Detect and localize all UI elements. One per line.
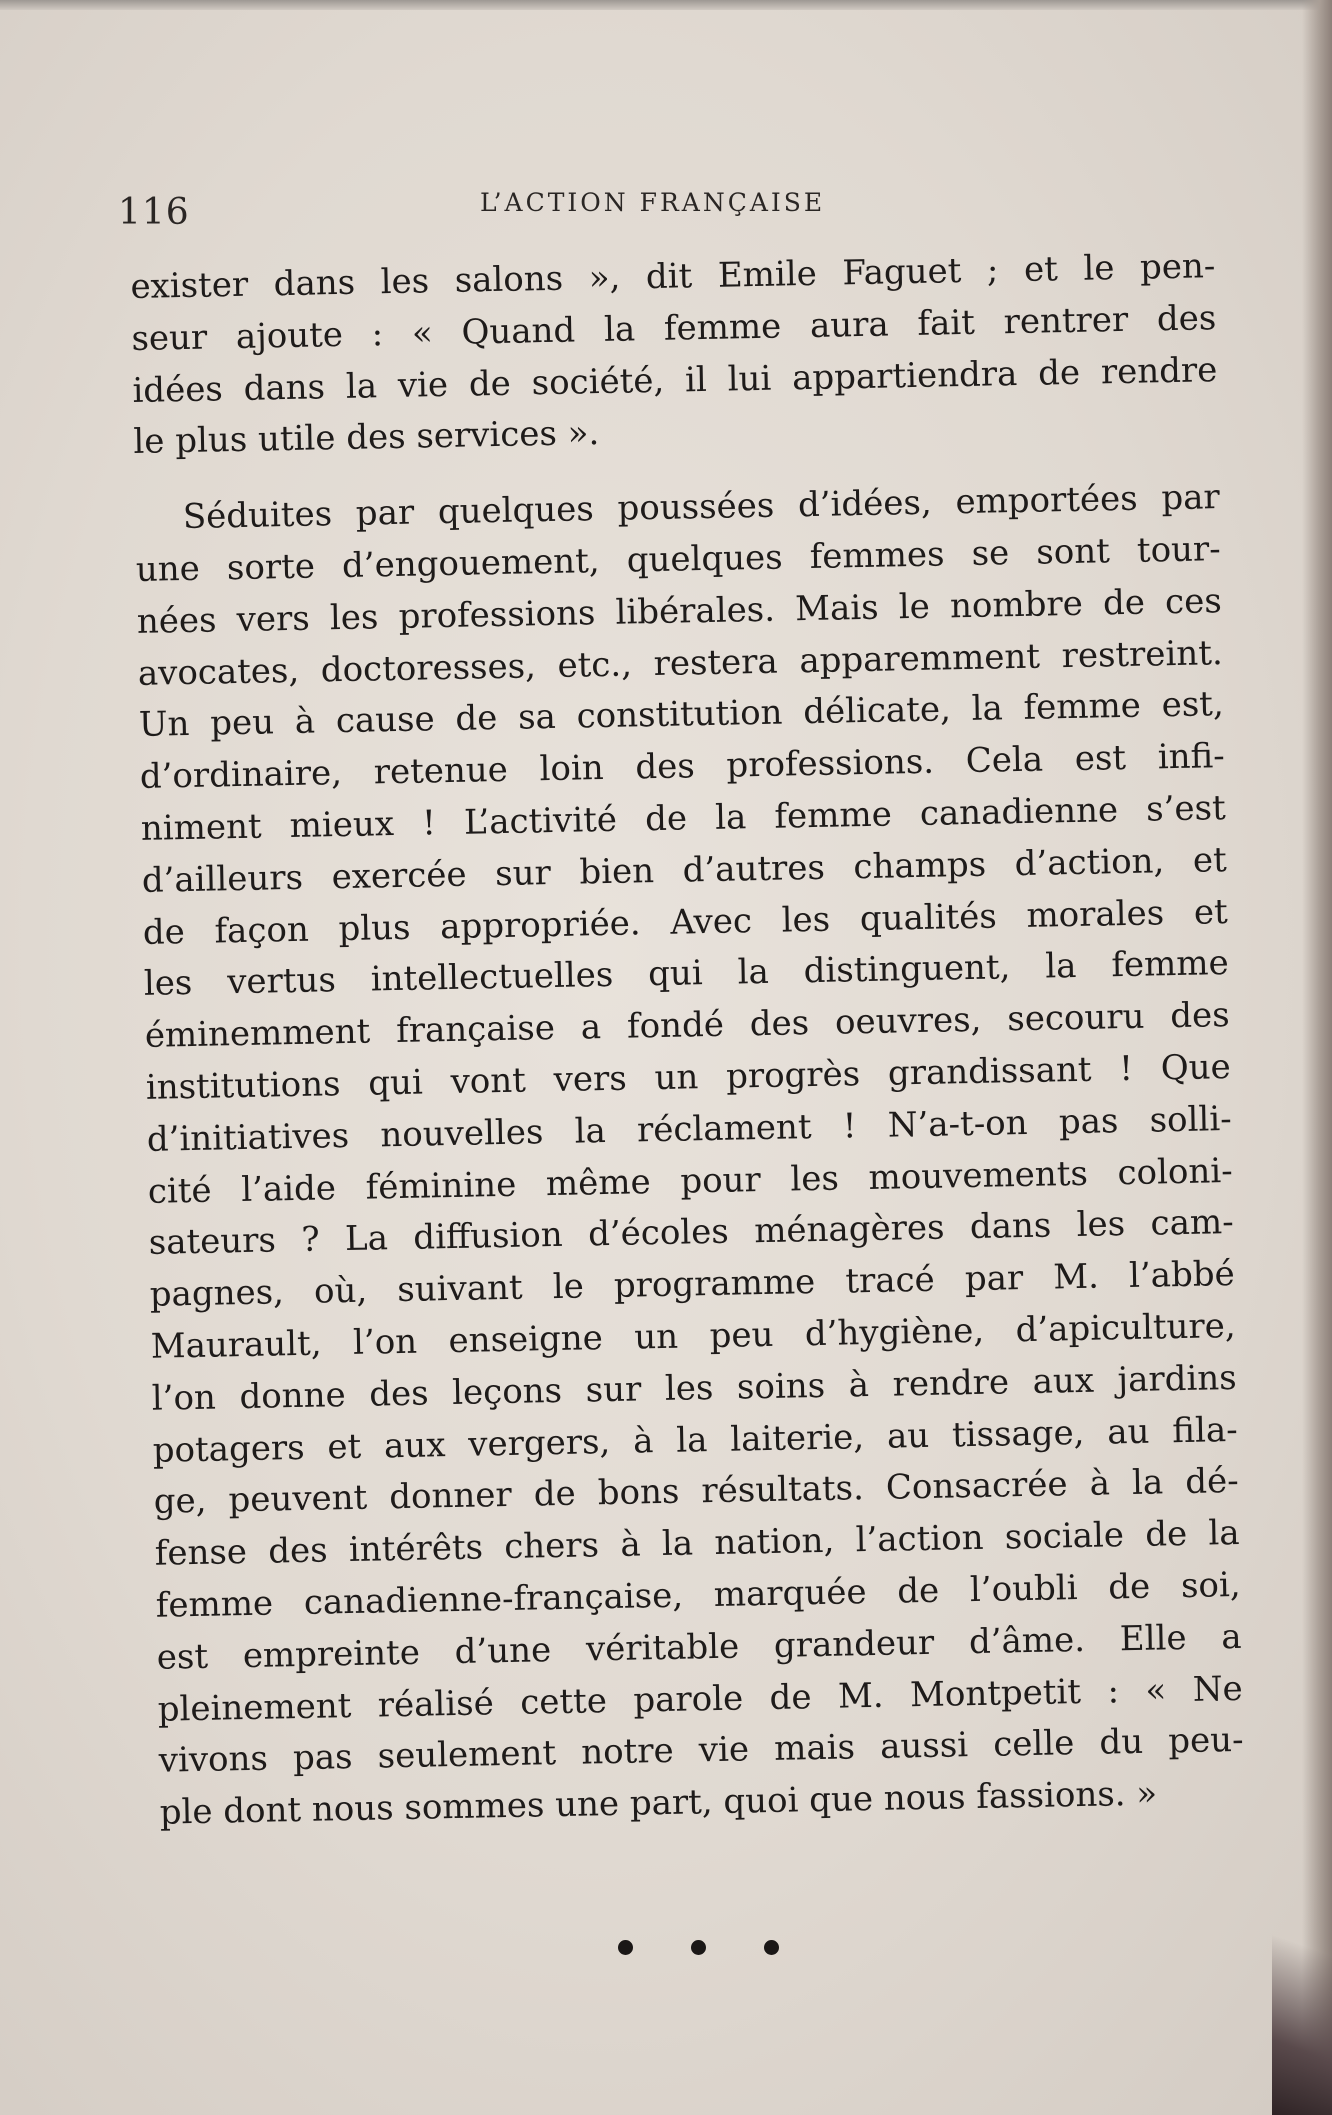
text-line: niment mieux ! L’activité de la femme canadienne s’est (140, 788, 1227, 849)
text-line: d’ailleurs exercée sur bien d’autres champs d’action, et (141, 839, 1228, 901)
text-line: d’ordinaire, retenue loin des professions. Cela est infi- (139, 736, 1226, 798)
page-corner-shadow (1272, 1835, 1332, 2115)
text-line: de façon plus appropriée. Avec les qualités morales et (142, 891, 1229, 953)
running-title: L’ACTION FRANÇAISE (480, 188, 826, 217)
text-line: seur ajoute : « Quand la femme aura fait rentrer des (131, 297, 1217, 359)
text-line: fense des intérêts chers à la nation, l’action sociale de la (154, 1513, 1240, 1574)
paragraph-1 (130, 241, 1219, 469)
text-line: les vertus intellectuelles qui la distinguent, la femme (143, 943, 1230, 1005)
text-line: d’initiatives nouvelles la réclament ! N’a-t-on pas solli- (146, 1098, 1233, 1160)
ornament-dot (691, 1940, 706, 1955)
page-number: 116 (118, 192, 190, 233)
text-line: nées vers les professions libérales. Mais le nombre de ces (136, 580, 1223, 642)
text-line: le plus utile des services ». (133, 413, 600, 463)
text-line: cité l’aide féminine même pour les mouvements coloni- (147, 1150, 1234, 1212)
text-line: l’on donne des leçons sur les soins à rendre aux jardins (151, 1357, 1238, 1419)
text-line: femme canadienne-française, marquée de l’oubli de soi, (155, 1564, 1241, 1626)
text-line: ge, peuvent donner de bons résultats. Consacrée à la dé- (153, 1461, 1239, 1523)
text-line: pagnes, où, suivant le programme tracé par M. l’abbé (149, 1254, 1236, 1315)
text-line: Séduites par quelques poussées d’idées, emportées par (182, 477, 1221, 538)
text-line: pleinement réalisé cette parole de M. Montpetit : « Ne (157, 1668, 1243, 1730)
text-line: institutions qui vont vers un progrès grandissant ! Que (145, 1046, 1232, 1108)
text-line: une sorte d’engouement, quelques femmes se sont tour- (135, 529, 1222, 590)
text-line: Maurault, l’on enseigne un peu d’hygiène, d’apiculture, (150, 1305, 1237, 1367)
text-line: sateurs ? La diffusion d’écoles ménagères dans les cam- (148, 1202, 1235, 1264)
page-right-edge (1302, 0, 1332, 2115)
text-line: vivons pas seulement notre vie mais aussi celle du peu- (158, 1720, 1244, 1782)
section-ornament (618, 1940, 779, 1955)
ornament-dot (618, 1940, 633, 1955)
page-top-edge (0, 0, 1332, 10)
text-line: est empreinte d’une véritable grandeur d’âme. Elle a (156, 1616, 1242, 1678)
text-line: éminemment française a fondé des oeuvres, secouru des (144, 995, 1231, 1057)
text-line: potagers et aux vergers, à la laiterie, au tissage, au fila- (152, 1409, 1239, 1471)
ornament-dot (764, 1940, 779, 1955)
body-text (130, 241, 1245, 1839)
text-line: avocates, doctoresses, etc., restera apparemment restreint. (137, 632, 1224, 694)
paragraph-2 (134, 472, 1245, 1839)
text-line: Un peu à cause de sa constitution délicate, la femme est, (138, 684, 1225, 746)
text-line: ple dont nous sommes une part, quoi que nous fassions. » (159, 1773, 1158, 1833)
text-line: exister dans les salons », dit Emile Faguet ; et le pen- (130, 246, 1216, 307)
text-line: idées dans la vie de société, il lui appartiendra de rendre (132, 349, 1218, 411)
